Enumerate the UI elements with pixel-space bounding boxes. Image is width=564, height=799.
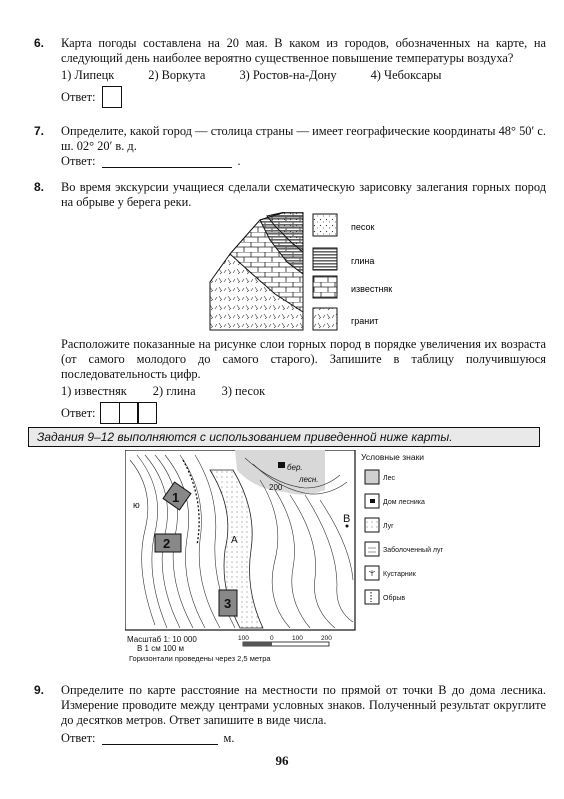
- answer-options: [61, 384, 546, 399]
- answer-label: Ответ:: [61, 731, 96, 745]
- answer-box[interactable]: [102, 86, 122, 108]
- answer-label: Ответ:: [61, 405, 96, 420]
- question-text: Во время экскурсии учащиеся сделали схематическую зарисовку залегания горных пород на обрыве у берега реки.: [61, 180, 546, 209]
- option: 2) Воркута: [148, 68, 206, 82]
- question-text: Определите по карте расстояние на местности по прямой от точки В до дома лесника. Измерение проводите между центрами условных знаков. Полученный результат округлите до десятков метров. Ответ запишите в виде числа.: [61, 683, 546, 727]
- point-a: А: [231, 535, 238, 546]
- answer-label: Ответ:: [61, 154, 96, 168]
- option: 3) Ростов-на-Дону: [239, 68, 337, 82]
- page-number: 96: [275, 753, 289, 768]
- legend-item: Лес: [383, 475, 395, 482]
- question-6: [34, 36, 546, 108]
- map-legend: [361, 452, 444, 604]
- label-yu: ю: [133, 500, 140, 510]
- rock-legend: [313, 214, 392, 330]
- swamp-icon: [365, 542, 379, 556]
- marker-1: 1: [172, 490, 180, 505]
- question-number: 8.: [34, 180, 45, 194]
- cliff-icon: [365, 590, 379, 604]
- scale-tick: 200: [321, 635, 332, 642]
- question-8-part-2: [34, 337, 546, 424]
- legend-item: Кустарник: [383, 571, 416, 578]
- legend-item: Обрыв: [383, 595, 406, 602]
- legend-item: Луг: [383, 523, 394, 530]
- answer-row: [61, 86, 546, 108]
- forester-house-icon: [278, 462, 285, 468]
- question-number: 6.: [34, 36, 45, 50]
- option: 3) песок: [221, 384, 266, 398]
- answer-end: .: [237, 154, 241, 168]
- question-9: [34, 683, 546, 746]
- answer-row: [61, 154, 546, 169]
- point-b: В: [343, 513, 351, 525]
- legend-item: Дом лесника: [383, 499, 425, 506]
- cliff-section: [210, 212, 303, 330]
- answer-row: [61, 402, 546, 424]
- legend-granite: гранит: [351, 316, 379, 326]
- label-les: лесн.: [299, 475, 319, 484]
- marker-2: 2: [163, 536, 171, 551]
- rock-layers-figure: [205, 212, 415, 338]
- forest-icon: [365, 470, 379, 484]
- map-scale: [127, 635, 332, 663]
- legend-limestone: известняк: [351, 284, 393, 294]
- contour-note: Горизонтали проведены через 2,5 метра: [129, 654, 271, 663]
- legend-item: Заболоченный луг: [383, 547, 444, 554]
- question-text: Определите, какой город — столица страны — имеет географические координаты 48° 50′ с. ш. 02° 20′ в. д.: [61, 124, 546, 153]
- option: 1) известняк: [61, 384, 127, 398]
- answer-line[interactable]: [102, 155, 232, 168]
- answer-line[interactable]: [102, 732, 218, 745]
- option: 2) глина: [152, 384, 196, 398]
- answer-label: Ответ:: [61, 89, 96, 104]
- scale-sub: В 1 см 100 м: [137, 644, 185, 653]
- topographic-map: [125, 450, 455, 665]
- meadow-icon: [365, 518, 379, 532]
- scale-tick: 0: [270, 635, 274, 642]
- legend-sand: песок: [351, 222, 375, 232]
- legend-title: Условные знаки: [361, 452, 425, 462]
- legend-clay: глина: [351, 256, 375, 266]
- question-number: 7.: [34, 124, 45, 138]
- answer-table[interactable]: [102, 402, 158, 424]
- scale-title: Масштаб 1: 10 000: [127, 635, 197, 644]
- answer-options: [61, 68, 546, 83]
- question-7: [34, 124, 546, 169]
- marker-3: 3: [224, 596, 232, 611]
- scale-tick: 100: [292, 635, 303, 642]
- question-8: [34, 180, 546, 210]
- question-text: Карта погоды составлена на 20 мая. В каком из городов, обозначенных на карте, на следующий день наиболее вероятно существенное повышение температуры воздуха?: [61, 36, 546, 65]
- question-text: Расположите показанные на рисунке слои горных пород в порядке увеличения их возраста (от самого молодого до самого старого). Запишите в таблицу получившуюся последовательность цифр.: [61, 337, 546, 381]
- contour-label: 200: [269, 483, 283, 492]
- question-number: 9.: [34, 683, 45, 697]
- answer-unit: м.: [223, 731, 235, 745]
- option: 1) Липецк: [61, 68, 115, 82]
- scale-tick: 100: [238, 635, 249, 642]
- option: 4) Чебоксары: [370, 68, 442, 82]
- answer-row: [61, 731, 546, 746]
- label-ber: бер.: [287, 463, 303, 472]
- tasks-banner: Задания 9–12 выполняются с использованием приведенной ниже карты.: [28, 427, 540, 447]
